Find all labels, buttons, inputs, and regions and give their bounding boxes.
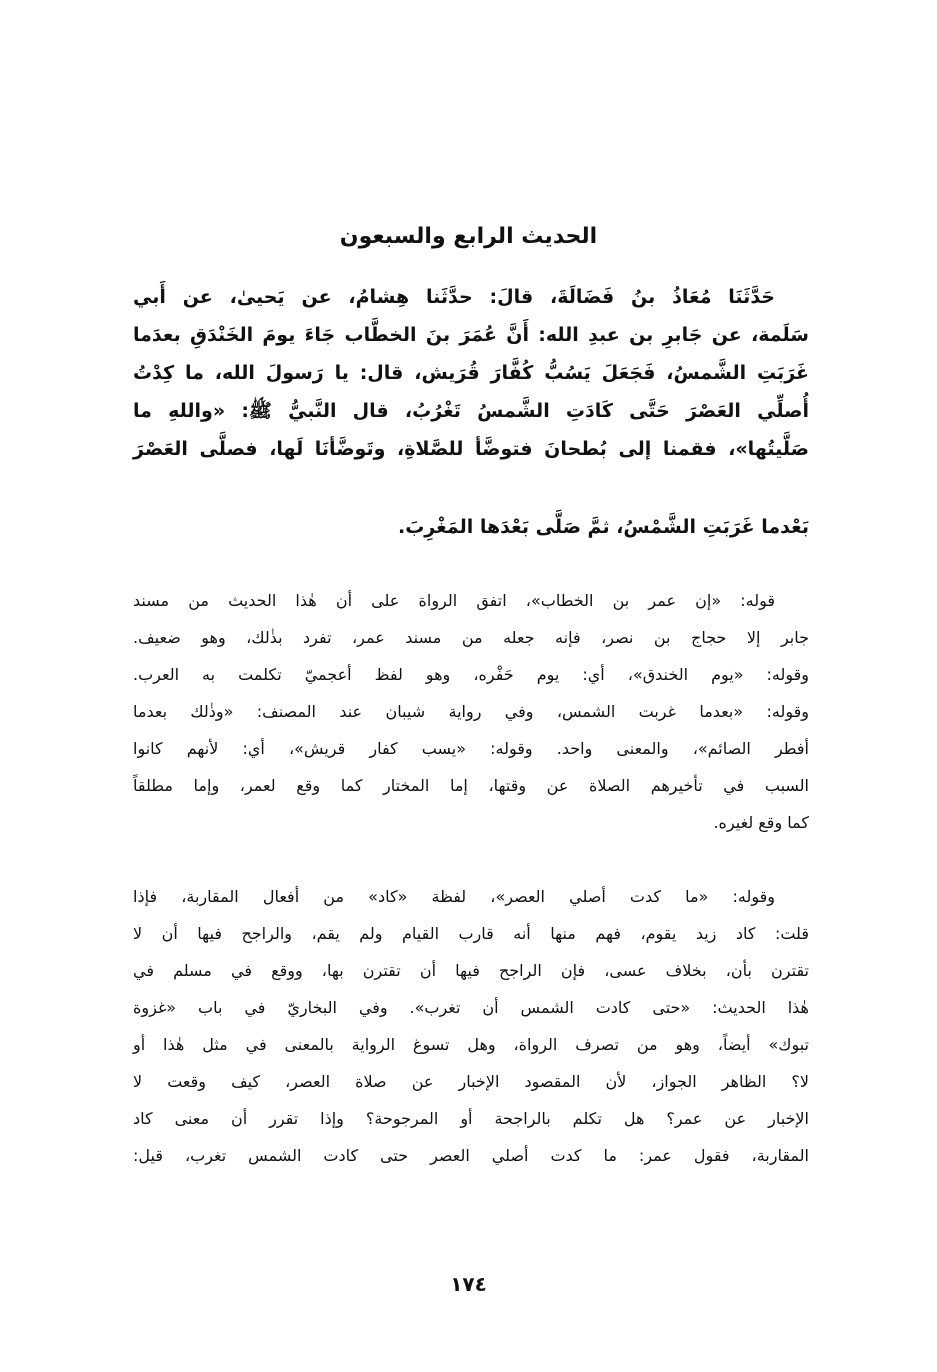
commentary-paragraph-2 (133, 878, 809, 1174)
hadith-text (133, 278, 809, 546)
commentary-line: وقوله: «بعدما غربت الشمس، وفي رواية شيبان عند المصنف: «وذٰلك بعدما (133, 702, 809, 721)
commentary-line: تقترن بأن، بخلاف عسى، فإن الراجح فيها أن تقترن بها، ووقع في مسلم في (133, 961, 809, 980)
hadith-line: سَلَمة، عن جَابرِ بن عبدِ الله: أَنَّ عُمَرَ بنَ الخطَّاب جَاءَ يومَ الخَنْدَقِ بعدَما (133, 324, 809, 346)
page-number: ١٧٤ (450, 1272, 487, 1296)
commentary-line: المقاربة، فقول عمر: ما كدت أصلي العصر حتى كادت الشمس تغرب، قيل: (133, 1146, 809, 1165)
commentary-line: قوله: «إن عمر بن الخطاب»، اتفق الرواة على أن هٰذا الحديث من مسند (133, 591, 775, 610)
commentary-line: كما وقع لغيره. (713, 813, 809, 832)
hadith-line: حَدَّثَنَا مُعَاذُ بنُ فَضَالَةَ، قالَ: حدَّثَنا هِشامُ، عن يَحيىٰ، عن أَبي (133, 286, 775, 308)
commentary-line: جابر إلا حجاج بن نصر، فإنه جعله من مسند عمر، تفرد بذٰلك، وهو ضعيف. (133, 628, 809, 647)
commentary-line: لا؟ الظاهر الجواز، لأن المقصود الإخبار عن صلاة العصر، كيف وقعت لا (133, 1072, 809, 1091)
commentary-paragraph-1 (133, 582, 809, 841)
commentary-line: الإخبار عن عمر؟ هل تكلم بالراجحة أو المرجوحة؟ وإذا تقرر أن معنى كاد (133, 1109, 809, 1128)
commentary-line: وقوله: «يوم الخندق»، أي: يوم حَفْره، وهو لفظ أعجميّ تكلمت به العرب. (133, 665, 809, 684)
commentary-line: السبب في تأخيرهم الصلاة عن وقتها، إما المختار كما وقع لعمر، وإما مطلقاً (133, 776, 809, 795)
hadith-heading: الحديث الرابع والسبعون (339, 224, 598, 249)
commentary-line: تبوك» أيضاً، وهو من تصرف الرواة، وهل تسوغ الرواية بالمعنى في مثل هٰذا أو (133, 1035, 809, 1054)
hadith-line: أُصلِّي العَصْرَ حَتَّى كَادَتِ الشَّمسُ تَغْرُبُ، قال النَّبيُّ ﷺ: «واللهِ ما (133, 400, 809, 422)
commentary-line: وقوله: «ما كدت أصلي العصر»، لفظة «كاد» من أفعال المقاربة، فإذا (133, 887, 775, 906)
hadith-line: غَرَبَتِ الشَّمسُ، فَجَعَلَ يَسُبُّ كُفَّارَ قُرَيش، قال: يا رَسولَ الله، ما كِدْتُ (133, 362, 809, 384)
commentary-line: هٰذا الحديث: «حتى كادت الشمس أن تغرب». وفي البخاريّ في باب «غزوة (133, 998, 809, 1017)
hadith-line: بَعْدما غَرَبَتِ الشَّمْسُ، ثمَّ صَلَّى بَعْدَها المَغْرِبَ. (397, 516, 809, 538)
commentary-line: أفطر الصائم»، والمعنى واحد. وقوله: «يسب كفار قريش»، أي: لأنهم كانوا (133, 739, 809, 758)
hadith-line: صَلَّيتُها»، فقمنا إلى بُطحانَ فتوضَّأ للصَّلاةِ، وتَوضَّأنَا لَها، فصلَّى العَصْرَ (133, 438, 809, 460)
commentary-line: قلت: كاد زيد يقوم، فهم منها أنه قارب القيام ولم يقم، والراجح فيها أن لا (133, 924, 809, 943)
